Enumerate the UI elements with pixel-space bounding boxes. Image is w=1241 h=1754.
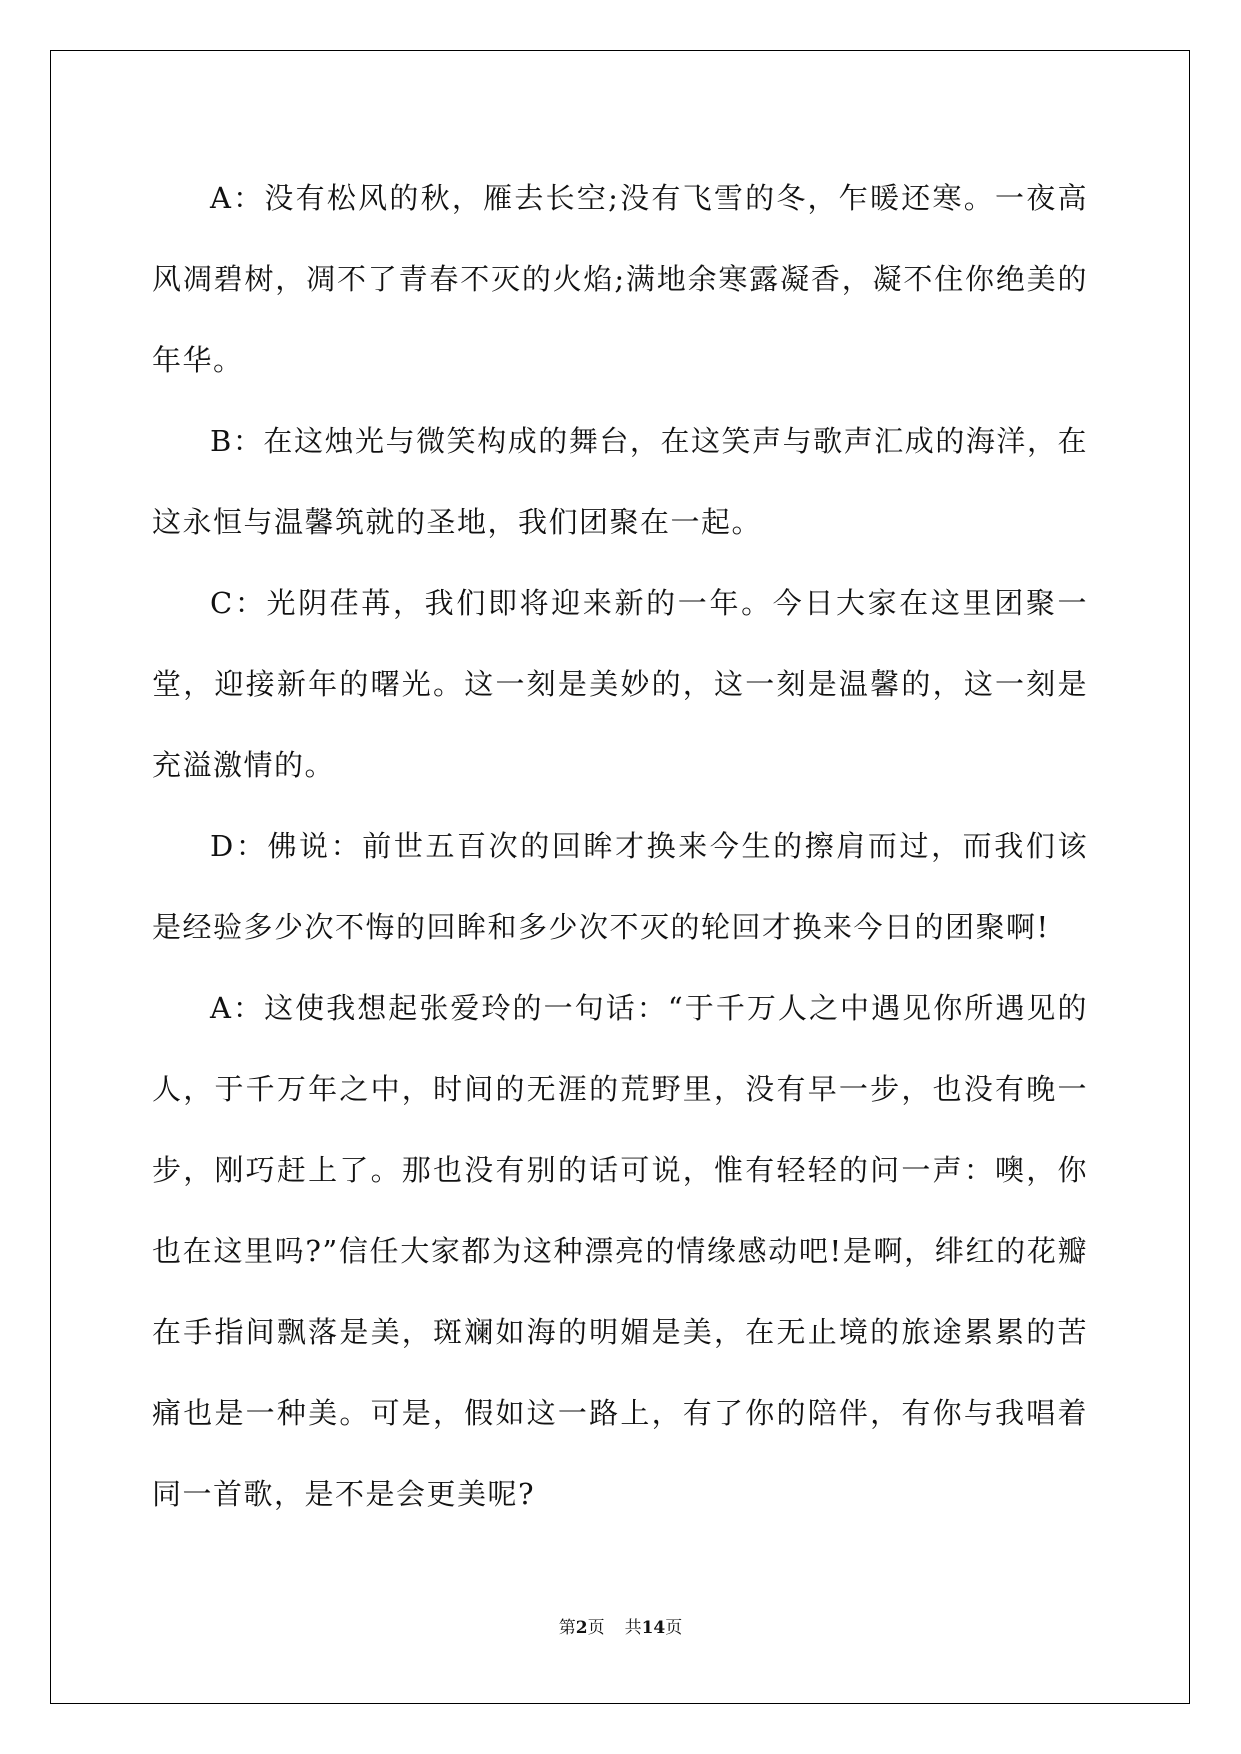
paragraph-d: D：佛说：前世五百次的回眸才换来今生的擦肩而过，而我们该是经验多少次不悔的回眸和多少次不灭的轮回才换来今日的团聚啊!	[152, 829, 1088, 944]
page-suffix: 页	[587, 1618, 605, 1638]
page-footer	[0, 1613, 1241, 1638]
paragraph-a-quote: A：这使我想起张爱玲的一句话：“于千万人之中遇见你所遇见的人，于千万年之中，时间的无涯的荒野里，没有早一步，也没有晚一步，刚巧赶上了。那也没有别的话可说，惟有轻轻的问一声：噢，你也在这里吗?”信任大家都为这种漂亮的情缘感动吧!是啊，绯红的花瓣在手指间飘落是美，斑斓如海的明媚是美，在无止境的旅途累累的苦痛也是一种美。可是，假如这一路上，有了你的陪伴，有你与我唱着同一首歌，是不是会更美呢?	[152, 991, 1088, 1511]
paragraph-a-intro: A：没有松风的秋，雁去长空;没有飞雪的冬，乍暖还寒。一夜高风凋碧树，凋不了青春不灭的火焰;满地余寒露凝香，凝不住你绝美的年华。	[152, 181, 1088, 377]
document-body	[152, 158, 1088, 1535]
page-number: 2	[575, 1618, 588, 1638]
page-prefix: 第	[558, 1618, 576, 1638]
paragraph-c: C：光阴荏苒，我们即将迎来新的一年。今日大家在这里团聚一堂，迎接新年的曙光。这一刻是美妙的，这一刻是温馨的，这一刻是充溢激情的。	[152, 586, 1088, 782]
total-pages: 14	[641, 1618, 666, 1638]
total-suffix: 页	[665, 1618, 683, 1638]
paragraph-b: B：在这烛光与微笑构成的舞台，在这笑声与歌声汇成的海洋，在这永恒与温馨筑就的圣地，我们团聚在一起。	[152, 424, 1088, 539]
total-prefix: 共	[624, 1618, 642, 1638]
